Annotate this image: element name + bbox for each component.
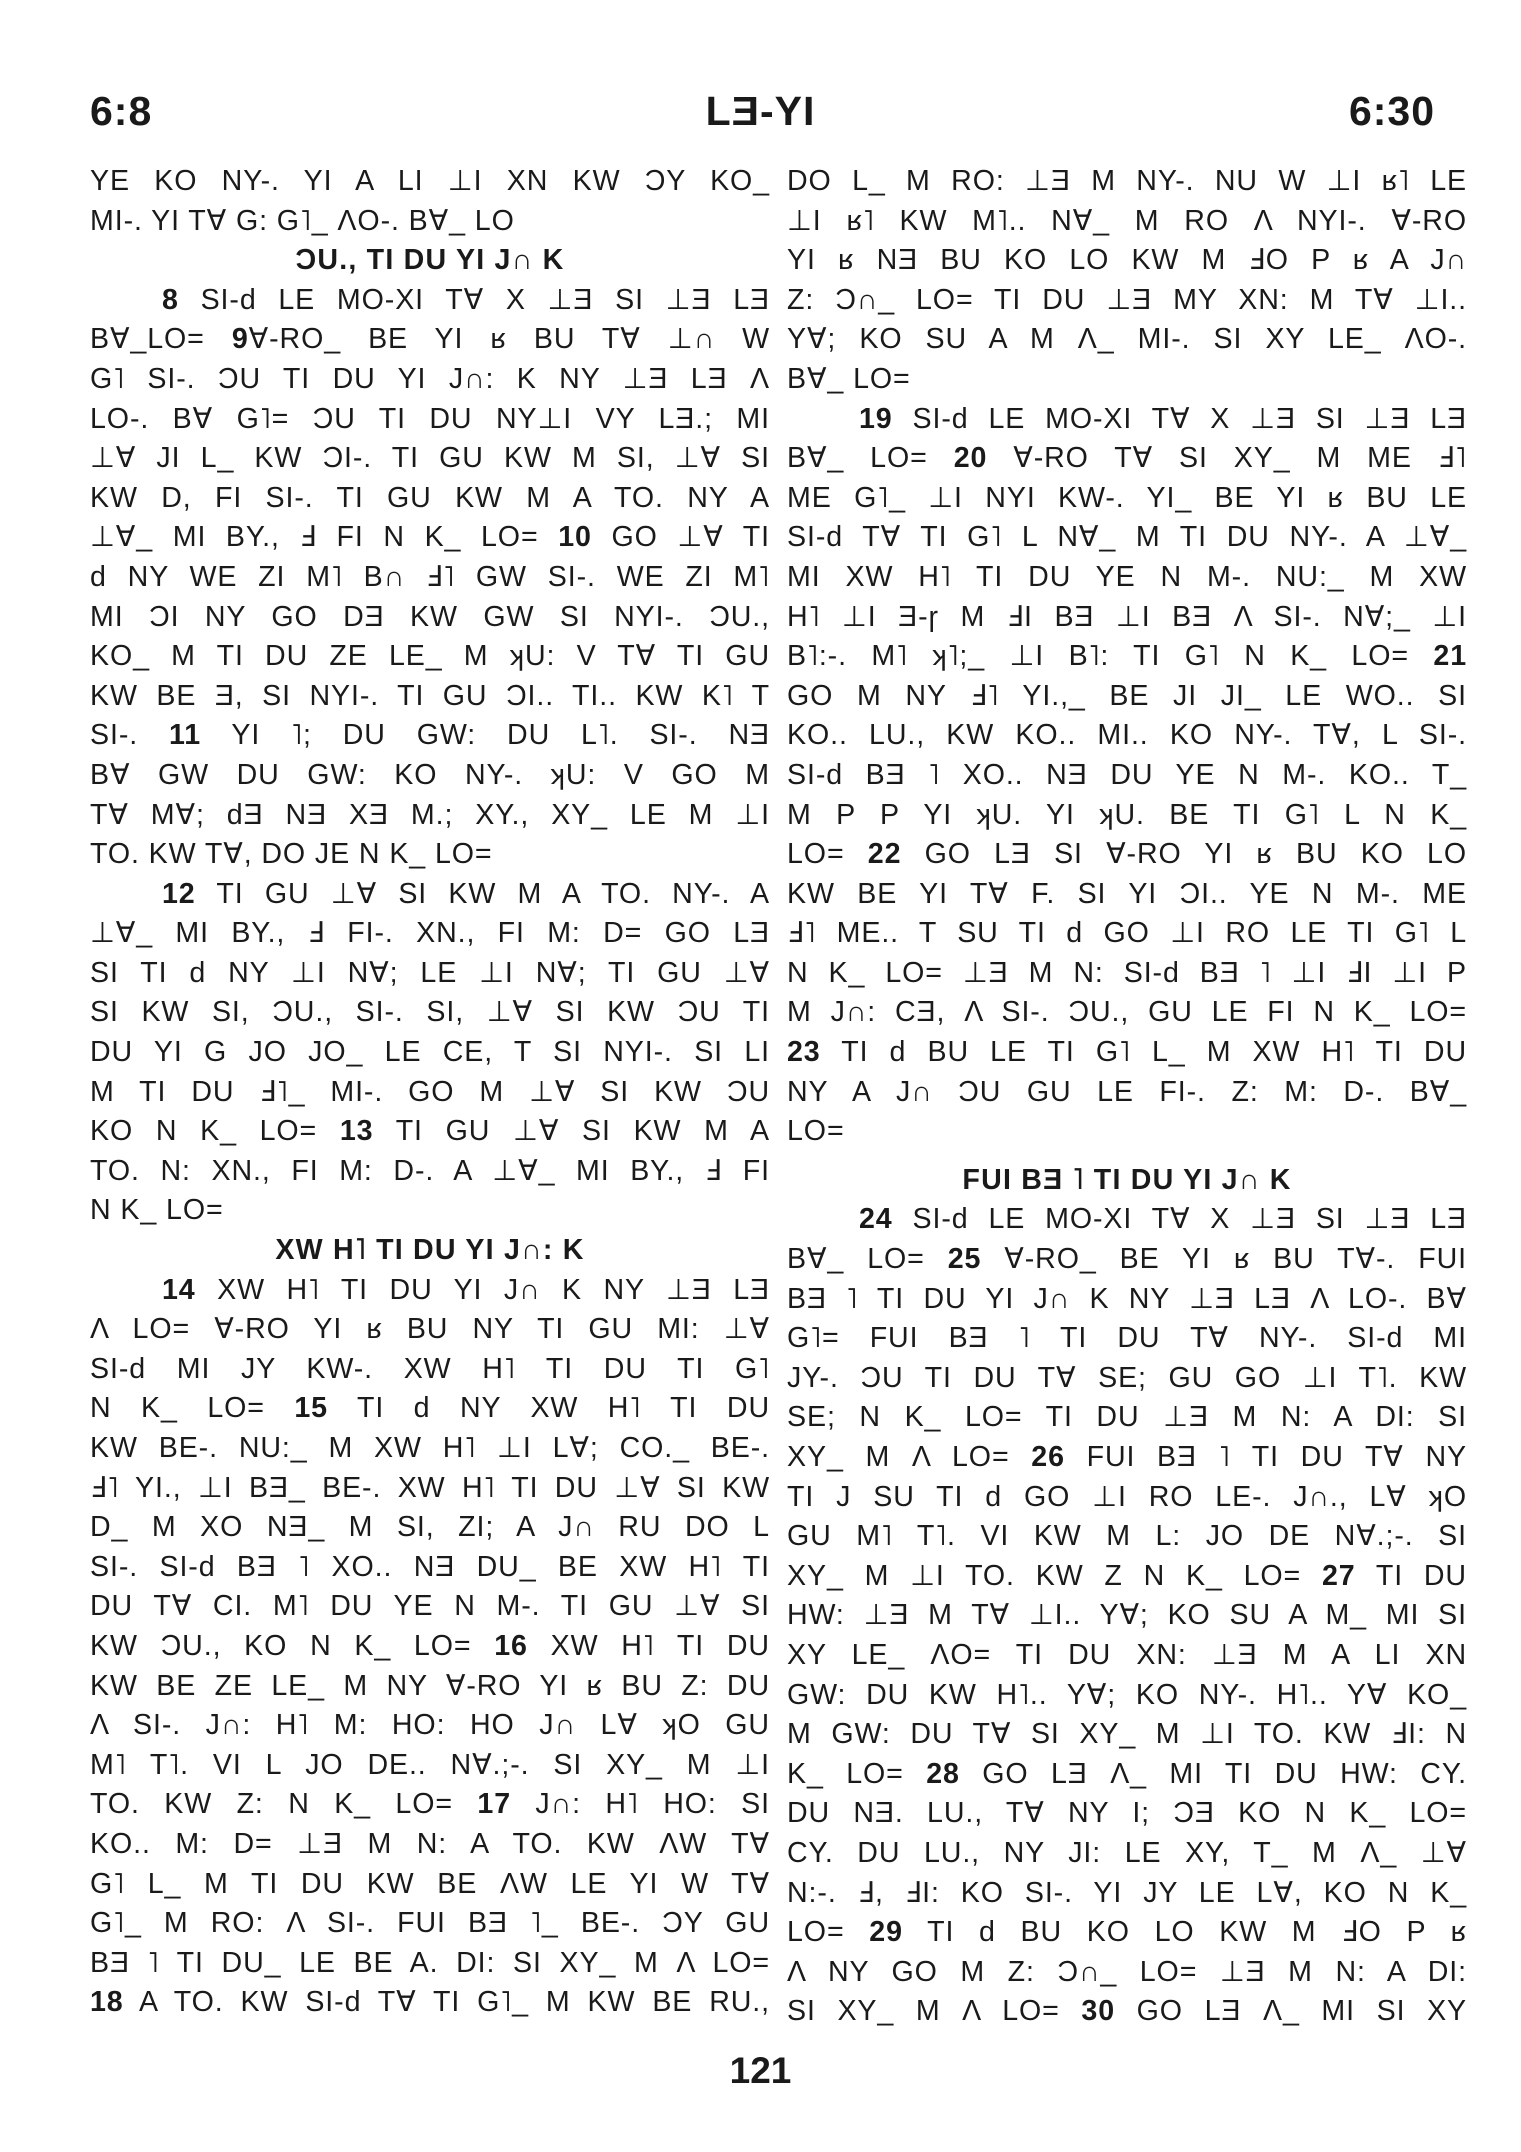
page-number: 121 xyxy=(729,2050,792,2091)
text-line xyxy=(90,914,770,954)
text-line xyxy=(90,1667,770,1707)
verse-text: MI ƆI NY GO DƎ KW GW SI NYI-. ƆU., xyxy=(90,600,770,633)
verse-text: GO M NY Ⅎ˥ YI.,_ BE JI JI_ LE WO.. SI xyxy=(787,679,1467,712)
verse-text: K_ LO= xyxy=(787,1757,927,1790)
text-line xyxy=(90,954,770,994)
text-line xyxy=(787,360,1467,400)
text-line xyxy=(787,1992,1467,2032)
verse-text: KW ƆU., KO N K_ LO= xyxy=(90,1629,495,1662)
chapter-verse-start: 6:8 xyxy=(90,88,153,134)
verse-text: SI-d T∀ TI G˥ L N∀_ M TI DU NY-. A ⊥∀_ xyxy=(787,521,1467,554)
text-line xyxy=(90,677,770,717)
text-line xyxy=(90,1508,770,1548)
verse-number: 20 xyxy=(953,442,988,475)
verse-text: GU M˥ T˥. VI KW M L: JO DE N∀.;-. SI xyxy=(787,1520,1467,1553)
text-line xyxy=(787,202,1467,242)
verse-text: N K_ LO= ⊥Ǝ M N: SI-d BƎ ˥ ⊥I ℲI ⊥I P xyxy=(787,956,1467,989)
verse-text: SI-d LE MO-XI T∀ X ⊥Ǝ SI ⊥Ǝ LƎ xyxy=(912,1203,1467,1236)
text-line xyxy=(787,835,1467,875)
verse-text: MI-. YI T∀ G: G˥_ ΛO-. B∀_ LO xyxy=(90,204,515,237)
text-line xyxy=(787,1874,1467,1914)
verse-text: B∀_LO= xyxy=(90,323,232,356)
text-line xyxy=(787,637,1467,677)
verse-number: 9 xyxy=(231,323,249,356)
text-line xyxy=(787,1755,1467,1795)
verse-number: 16 xyxy=(494,1629,528,1662)
verse-text: BƎ ˥ TI DU_ LE BE A. DI: SI XY_ M Λ LO= xyxy=(90,1946,770,1979)
verse-text: LO= xyxy=(787,1115,845,1148)
verse-number: 21 xyxy=(1433,640,1467,673)
verse-text: GO LƎ SI ∀-RO YI ʁ BU KO LO xyxy=(901,838,1467,871)
verse-text: B∀_ LO= xyxy=(787,362,911,395)
text-line xyxy=(787,1240,1467,1280)
text-line xyxy=(787,241,1467,281)
text-line xyxy=(787,1319,1467,1359)
verse-number: 23 xyxy=(787,1036,821,1069)
section-heading: ƆU., TI DU YI J∩ K xyxy=(295,244,565,277)
verse-text: TO. N: XN., FI M: D-. A ⊥∀_ MI BY., Ⅎ FI xyxy=(90,1154,770,1187)
text-line xyxy=(90,1271,770,1311)
verse-number: 22 xyxy=(867,838,902,871)
verse-number: 8 xyxy=(162,283,179,316)
text-line xyxy=(787,875,1467,915)
text-line xyxy=(90,162,770,202)
text-line xyxy=(90,756,770,796)
verse-text: d NY WE ZI M˥ B∩ Ⅎ˥ GW SI-. WE ZI M˥ xyxy=(90,560,770,593)
verse-text: ⊥∀_ MI BY., Ⅎ FI N K_ LO= xyxy=(90,521,559,554)
verse-number: 19 xyxy=(859,402,893,435)
text-line xyxy=(90,875,770,915)
verse-text: Y∀; KO SU A M Λ_ MI-. SI XY LE_ ΛO-. xyxy=(787,323,1467,356)
verse-text: DU YI G JO JO_ LE CE, T SI NYI-. SI LI xyxy=(90,1036,770,1069)
verse-text: YI ˥; DU GW: DU L˥. SI-. NƎ xyxy=(201,719,770,752)
verse-number: 15 xyxy=(294,1392,328,1425)
text-line xyxy=(90,1429,770,1469)
verse-text: XY LE_ ΛO= TI DU XN: ⊥Ǝ M A LI XN xyxy=(787,1638,1467,1671)
verse-text: ⊥∀ JI L_ KW ƆI-. TI GU KW M SI, ⊥∀ SI xyxy=(90,442,770,475)
text-line xyxy=(90,796,770,836)
verse-text: NY A J∩ ƆU GU LE FI-. Z: M: D-. B∀_ xyxy=(787,1075,1467,1108)
text-line xyxy=(787,1359,1467,1399)
verse-number: 17 xyxy=(477,1788,511,1821)
text-line xyxy=(90,518,770,558)
verse-text: XY_ M Λ LO= xyxy=(787,1441,1032,1473)
text-line xyxy=(90,479,770,519)
verse-text: SI-d LE MO-XI T∀ X ⊥Ǝ SI ⊥Ǝ LƎ xyxy=(200,283,770,316)
text-line xyxy=(90,637,770,677)
text-line xyxy=(90,1191,770,1231)
text-line xyxy=(787,716,1467,756)
verse-text: KO.. LU., KW KO.. MI.. KO NY-. T∀, L SI-. xyxy=(787,719,1467,752)
verse-text: M GW: DU T∀ SI XY_ M ⊥I TO. KW ℲI: N xyxy=(787,1718,1467,1751)
text-line xyxy=(90,1350,770,1390)
verse-text: G˥_ M RO: Λ SI-. FUI BƎ ˥_ BE-. ƆY GU xyxy=(90,1907,770,1940)
text-line xyxy=(90,1548,770,1588)
verse-text: TI d NY XW H˥ TI DU xyxy=(327,1392,770,1425)
verse-text: KW BE-. NU:_ M XW H˥ ⊥I L∀; CO._ BE-. xyxy=(90,1432,770,1464)
verse-text: SI-d MI JY KW-. XW H˥ TI DU TI G˥ xyxy=(90,1352,770,1385)
text-line xyxy=(787,479,1467,519)
verse-text: ME G˥_ ⊥I NYI KW-. YI_ BE YI ʁ BU LE xyxy=(787,481,1467,514)
verse-number: 29 xyxy=(869,1916,903,1949)
text-line xyxy=(787,1280,1467,1320)
verse-text: KO.. M: D= ⊥Ǝ M N: A TO. KW ΛW T∀ xyxy=(90,1827,770,1860)
verse-text: FUI BƎ ˥ TI DU T∀ NY xyxy=(1064,1441,1467,1473)
verse-text: G˥= FUI BƎ ˥ TI DU T∀ NY-. SI-d MI xyxy=(787,1322,1467,1355)
verse-text: ∀-RO_ BE YI ʁ BU T∀ ⊥∩ W xyxy=(248,323,770,356)
text-line xyxy=(787,993,1467,1033)
verse-number: 26 xyxy=(1031,1441,1065,1473)
text-line xyxy=(787,1478,1467,1518)
verse-text: N:-. Ⅎ, ℲI: KO SI-. YI JY LE L∀, KO N K_ xyxy=(787,1876,1467,1909)
verse-text: DO L_ M RO: ⊥Ǝ M NY-. NU W ⊥I ʁ˥ LE xyxy=(787,165,1467,197)
text-line xyxy=(90,1983,770,2023)
verse-number: 11 xyxy=(169,719,202,752)
verse-text: SI-d BƎ ˥ XO.. NƎ DU YE N M-. KO.. T_ xyxy=(787,758,1467,791)
text-line xyxy=(787,1913,1467,1953)
text-line xyxy=(787,1794,1467,1834)
verse-text: Ⅎ˥ YI., ⊥I BƎ_ BE-. XW H˥ TI DU ⊥∀ SI KW xyxy=(90,1471,770,1504)
verse-text: SI-. xyxy=(90,719,169,752)
text-line xyxy=(787,439,1467,479)
verse-number: 30 xyxy=(1081,1995,1116,2028)
section-heading: XW H˥ TI DU YI J∩: K xyxy=(275,1234,585,1267)
text-line xyxy=(787,954,1467,994)
verse-text: KO_ M TI DU ZE LE_ M ʞU: V T∀ TI GU xyxy=(90,640,770,673)
text-line xyxy=(90,1785,770,1825)
verse-text: ⊥I ʁ˥ KW M˥.. N∀_ M RO Λ NYI-. ∀-RO xyxy=(787,204,1467,237)
verse-text: DU T∀ CI. M˥ DU YE N M-. TI GU ⊥∀ SI xyxy=(90,1590,770,1623)
text-line xyxy=(787,1596,1467,1636)
verse-text: LO-. B∀ G˥= ƆU TI DU NY⊥I VY LƎ.; MI xyxy=(90,402,770,435)
text-line xyxy=(90,281,770,321)
verse-text: DU NƎ. LU., T∀ NY I; ƆƎ KO N K_ LO= xyxy=(787,1797,1467,1830)
verse-text: XW H˥ TI DU xyxy=(527,1629,770,1662)
verse-text: SI XY_ M Λ LO= xyxy=(787,1995,1082,2028)
verse-text: LO= xyxy=(787,838,868,871)
text-line xyxy=(787,1073,1467,1113)
verse-text: G˥ L_ M TI DU KW BE ΛW LE YI W T∀ xyxy=(90,1867,770,1900)
verse-text: XY_ M ⊥I TO. KW Z N K_ LO= xyxy=(787,1559,1322,1592)
text-line xyxy=(787,1033,1467,1073)
text-line xyxy=(90,716,770,756)
section-heading: FUI BƎ ˥ TI DU YI J∩ K xyxy=(962,1163,1292,1196)
text-line xyxy=(787,598,1467,638)
verse-text: ⊥∀_ MI BY., Ⅎ FI-. XN., FI M: D= GO LƎ xyxy=(90,917,770,950)
right-text-column xyxy=(787,162,1467,2032)
verse-number: 28 xyxy=(926,1757,960,1790)
text-line xyxy=(90,1112,770,1152)
verse-text: M˥ T˥. VI L JO DE.. N∀.;-. SI XY_ M ⊥I xyxy=(90,1748,770,1781)
text-line xyxy=(787,1438,1467,1478)
verse-text: TI J SU TI d GO ⊥I RO LE-. J∩., L∀ ʞO xyxy=(787,1480,1467,1513)
verse-text: GW: DU KW H˥.. Y∀; KO NY-. H˥.. Y∀ KO_ xyxy=(787,1678,1467,1711)
text-line xyxy=(787,281,1467,321)
verse-text: KO N K_ LO= xyxy=(90,1115,340,1148)
verse-text: ∀-RO_ BE YI ʁ BU T∀-. FUI xyxy=(981,1243,1467,1276)
verse-text: GO LƎ Λ_ MI TI DU HW: CY. xyxy=(959,1757,1467,1790)
verse-number: 25 xyxy=(947,1243,982,1276)
verse-number: 12 xyxy=(162,877,196,910)
text-line xyxy=(787,756,1467,796)
verse-text: G˥ SI-. ƆU TI DU YI J∩: K NY ⊥Ǝ LƎ Λ xyxy=(90,362,770,395)
text-line xyxy=(90,1152,770,1192)
verse-text: M J∩: CƎ, Λ SI-. ƆU., GU LE FI N K_ LO= xyxy=(787,996,1467,1029)
text-line xyxy=(90,1904,770,1944)
text-line xyxy=(90,558,770,598)
verse-number: 24 xyxy=(859,1203,893,1236)
verse-text: J∩: H˥ HO: SI xyxy=(511,1788,770,1821)
text-line xyxy=(90,1389,770,1429)
text-line xyxy=(90,1944,770,1984)
verse-text: A TO. KW SI-d T∀ TI G˥_ M KW BE RU., xyxy=(123,1986,770,2019)
verse-number: 18 xyxy=(90,1986,124,2019)
text-line xyxy=(90,1073,770,1113)
verse-text: Λ LO= ∀-RO YI ʁ BU NY TI GU MI: ⊥∀ xyxy=(90,1313,770,1346)
text-line xyxy=(787,1715,1467,1755)
text-line xyxy=(787,1636,1467,1676)
verse-text: CY. DU LU., NY JI: LE XY, T_ M Λ_ ⊥∀ xyxy=(787,1836,1467,1869)
text-line xyxy=(90,598,770,638)
text-line xyxy=(90,1746,770,1786)
text-line xyxy=(787,1557,1467,1597)
text-line xyxy=(787,1676,1467,1716)
verse-text: YE KO NY-. YI A LI ⊥I XN KW ƆY KO_ xyxy=(90,165,770,197)
text-line xyxy=(90,360,770,400)
verse-text: TI GU ⊥∀ SI KW M A TO. NY-. A xyxy=(216,877,770,910)
text-line xyxy=(787,162,1467,202)
verse-text: ∀-RO T∀ SI XY_ M ME Ⅎ˥ xyxy=(987,442,1467,475)
verse-text: SI KW SI, ƆU., SI-. SI, ⊥∀ SI KW ƆU TI xyxy=(90,996,770,1029)
text-line xyxy=(787,677,1467,717)
text-line xyxy=(787,320,1467,360)
verse-text: Ⅎ˥ ME.. T SU TI d GO ⊥I RO LE TI G˥ L xyxy=(787,917,1467,950)
text-line xyxy=(787,796,1467,836)
verse-text: Z: Ɔ∩_ LO= TI DU ⊥Ǝ MY XN: M T∀ ⊥I.. xyxy=(787,283,1467,316)
text-line xyxy=(90,835,770,875)
text-line xyxy=(90,1706,770,1746)
text-line xyxy=(90,1865,770,1905)
chapter-verse-end: 6:30 xyxy=(1348,88,1435,134)
text-line xyxy=(787,1398,1467,1438)
verse-text: N K_ LO= xyxy=(90,1392,295,1425)
verse-text: GO LƎ Λ_ MI SI XY xyxy=(1115,1995,1468,2028)
verse-text: TI DU xyxy=(1355,1559,1467,1592)
verse-number: 27 xyxy=(1321,1559,1356,1592)
verse-text: YI ʁ NƎ BU KO LO KW M ℲO P ʁ A J∩ xyxy=(787,244,1467,277)
text-line xyxy=(787,1200,1467,1240)
verse-number: 14 xyxy=(162,1273,196,1306)
verse-text: TI GU ⊥∀ SI KW M A xyxy=(373,1115,770,1148)
text-line xyxy=(90,993,770,1033)
text-line xyxy=(90,400,770,440)
text-line xyxy=(787,1112,1467,1152)
text-line xyxy=(787,558,1467,598)
verse-text: N K_ LO= xyxy=(90,1194,224,1227)
verse-text: XW H˥ TI DU YI J∩ K NY ⊥Ǝ LƎ xyxy=(217,1273,770,1306)
verse-text: TI d BU KO LO KW M ℲO P ʁ xyxy=(902,1916,1467,1949)
text-line xyxy=(90,202,770,242)
verse-text: LO= xyxy=(787,1916,870,1949)
verse-text: MI XW H˥ TI DU YE N M-. NU:_ M XW xyxy=(787,560,1467,593)
verse-text: TO. KW Z: N K_ LO= xyxy=(90,1788,478,1821)
text-line xyxy=(787,1953,1467,1993)
text-line xyxy=(90,1033,770,1073)
verse-text: B∀ GW DU GW: KO NY-. ʞU: V GO M xyxy=(90,758,770,791)
verse-text: SE; N K_ LO= TI DU ⊥Ǝ M N: A DI: SI xyxy=(787,1401,1467,1434)
text-line xyxy=(787,518,1467,558)
text-line xyxy=(90,1627,770,1667)
text-line xyxy=(90,1825,770,1865)
text-line xyxy=(787,1834,1467,1874)
text-line xyxy=(90,1310,770,1350)
verse-text: SI-d LE MO-XI T∀ X ⊥Ǝ SI ⊥Ǝ LƎ xyxy=(912,402,1467,435)
left-text-column xyxy=(90,162,770,2023)
text-line xyxy=(90,1469,770,1509)
text-line xyxy=(787,1517,1467,1557)
verse-text: KW D, FI SI-. TI GU KW M A TO. NY A xyxy=(90,481,770,514)
verse-text: KW BE Ǝ, SI NYI-. TI GU ƆI.. TI.. KW K˥ T xyxy=(90,679,770,712)
verse-text: H˥ ⊥I Ǝ-ɼ M ℲI BƎ ⊥I BƎ Λ SI-. N∀;_ ⊥I xyxy=(787,600,1467,633)
verse-text: KW BE ZE LE_ M NY ∀-RO YI ʁ BU Z: DU xyxy=(90,1669,770,1702)
verse-text: HW: ⊥Ǝ M T∀ ⊥I.. Y∀; KO SU A M_ MI SI xyxy=(787,1599,1467,1632)
text-line xyxy=(787,400,1467,440)
verse-text: Λ SI-. J∩: H˥ M: HO: HO J∩ L∀ ʞO GU xyxy=(90,1709,770,1742)
verse-number: 13 xyxy=(339,1115,374,1148)
text-line xyxy=(787,914,1467,954)
verse-text: B∀_ LO= xyxy=(787,1243,948,1276)
book-title: LƎ-YI xyxy=(705,88,816,134)
verse-text: KW BE YI T∀ F. SI YI ƆI.. YE N M-. ME xyxy=(787,877,1467,910)
verse-text: TO. KW T∀, DO JE N K_ LO= xyxy=(90,838,493,871)
verse-number: 10 xyxy=(558,521,592,554)
verse-text: M P P YI ʞU. YI ʞU. BE TI G˥ L N K_ xyxy=(787,798,1467,831)
verse-text: JY-. ƆU TI DU T∀ SE; GU GO ⊥I T˥. KW xyxy=(787,1361,1467,1394)
verse-text: GO ⊥∀ TI xyxy=(591,521,771,554)
verse-text: BƎ ˥ TI DU YI J∩ K NY ⊥Ǝ LƎ Λ LO-. B∀ xyxy=(787,1282,1467,1315)
verse-text: D_ M XO NƎ_ M SI, ZI; A J∩ RU DO L xyxy=(90,1511,770,1544)
text-line xyxy=(90,1587,770,1627)
text-line xyxy=(90,439,770,479)
verse-text: M TI DU Ⅎ˥_ MI-. GO M ⊥∀ SI KW ƆU xyxy=(90,1075,770,1108)
verse-text: Λ NY GO M Z: Ɔ∩_ LO= ⊥Ǝ M N: A DI: xyxy=(787,1955,1467,1988)
verse-text: B˥:-. M˥ ʞ˥;_ ⊥I B˥: TI G˥ N K_ LO= xyxy=(787,640,1434,673)
verse-text: B∀_ LO= xyxy=(787,442,954,475)
verse-text: SI-. SI-d BƎ ˥ XO.. NƎ DU_ BE XW H˥ TI xyxy=(90,1550,770,1583)
verse-text: SI TI d NY ⊥I N∀; LE ⊥I N∀; TI GU ⊥∀ xyxy=(90,956,770,989)
verse-text: T∀ M∀; dƎ NƎ XƎ M.; XY., XY_ LE M ⊥I xyxy=(90,798,770,831)
verse-text: TI d BU LE TI G˥ L_ M XW H˥ TI DU xyxy=(820,1036,1467,1069)
text-line xyxy=(90,320,770,360)
